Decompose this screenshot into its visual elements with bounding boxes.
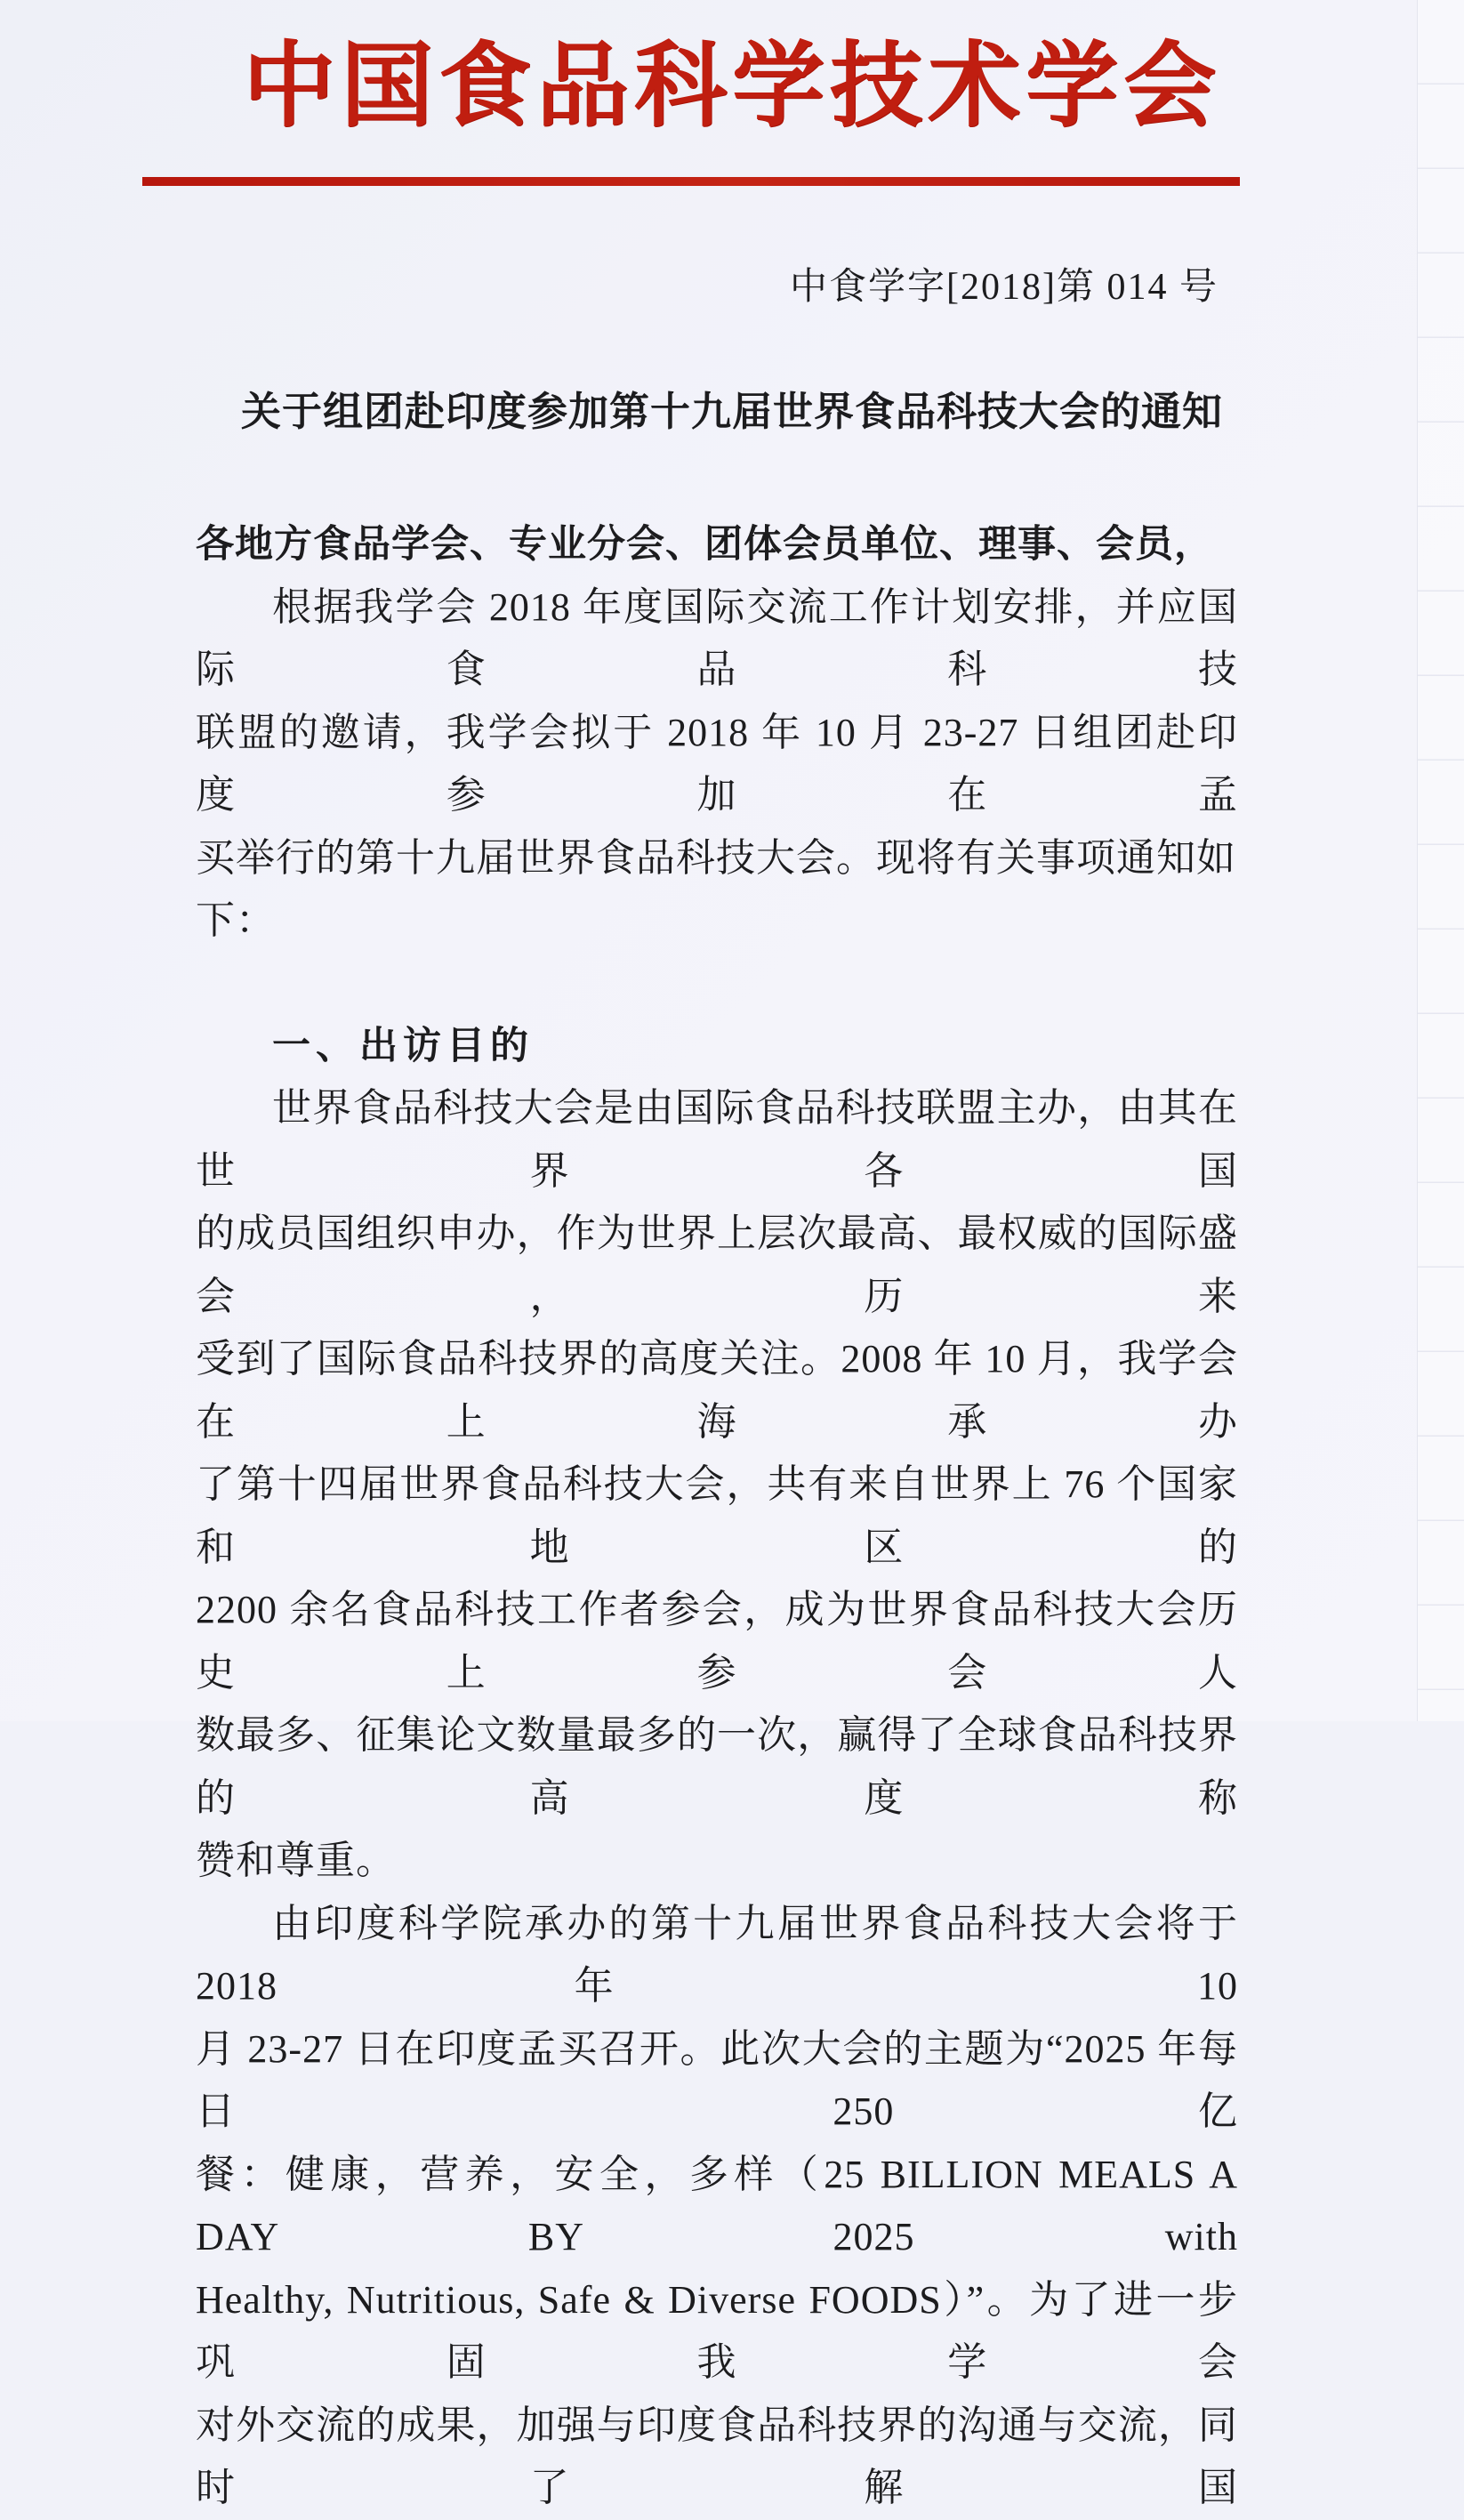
body-line: 赞和尊重。: [196, 1839, 396, 1882]
body-line: 受到了国际食品科技界的高度关注。2008 年 10 月，我学会在上海承办: [196, 1337, 1238, 1444]
body-line: 数最多、征集论文数量最多的一次，赢得了全球食品科技界的高度称: [196, 1713, 1238, 1820]
body-line: 的成员国组织申办，作为世界上层次最高、最权威的国际盛会，历来: [196, 1212, 1238, 1318]
document-number: 中食学字[2018]第 014 号: [790, 267, 1219, 308]
body-line: 联盟的邀请，我学会拟于 2018 年 10 月 23-27 日组团赴印度参加在孟: [196, 710, 1238, 817]
notice-title: 关于组团赴印度参加第十九届世界食品科技大会的通知: [240, 389, 1223, 434]
section-1-heading: 一、出访目的: [272, 1024, 534, 1067]
paragraph-3: [196, 1893, 1238, 2520]
body-line: 月 23-27 日在印度孟买召开。此次大会的主题为“2025 年每日 250 亿: [196, 2026, 1238, 2133]
body-line: 买举行的第十九届世界食品科技大会。现将有关事项通知如下：: [196, 835, 1236, 942]
body-line: 餐：健康，营养，安全，多样（25 BILLION MEALS A DAY BY 2025 with: [196, 2152, 1238, 2258]
body-line: Healthy, Nutritious, Safe & Diverse FOODS）”。为了进一步巩固我学会: [196, 2277, 1238, 2384]
body-line: 了第十四届世界食品科技大会，共有来自世界上 76 个国家和地区的: [196, 1462, 1238, 1569]
body-line: 对外交流的成果，加强与印度食品科技界的沟通与交流，同时了解国: [196, 2403, 1238, 2509]
body-line: 根据我学会 2018 年度国际交流工作计划安排，并应国际食品科技: [196, 584, 1238, 691]
body-line: 2200 余名食品科技工作者参会，成为世界食品科技大会历史上参会人: [196, 1588, 1238, 1695]
letterhead-divider-rule: [142, 177, 1240, 186]
body-line: 由印度科学院承办的第十九届世界食品科技大会将于 2018 年 10: [196, 1901, 1238, 2008]
scanner-edge-artifact: [1417, 0, 1464, 1721]
body-line: 世界食品科技大会是由国际食品科技联盟主办，由其在世界各国: [196, 1086, 1238, 1193]
letterhead-org-name: 中国食品科学技术学会: [242, 36, 1221, 138]
document-body: [196, 513, 1238, 2520]
paragraph-1: [196, 576, 1238, 953]
salutation-line: 各地方食品学会、专业分会、团体会员单位、理事、会员，: [196, 523, 1213, 566]
paragraph-2: [196, 1077, 1238, 1893]
